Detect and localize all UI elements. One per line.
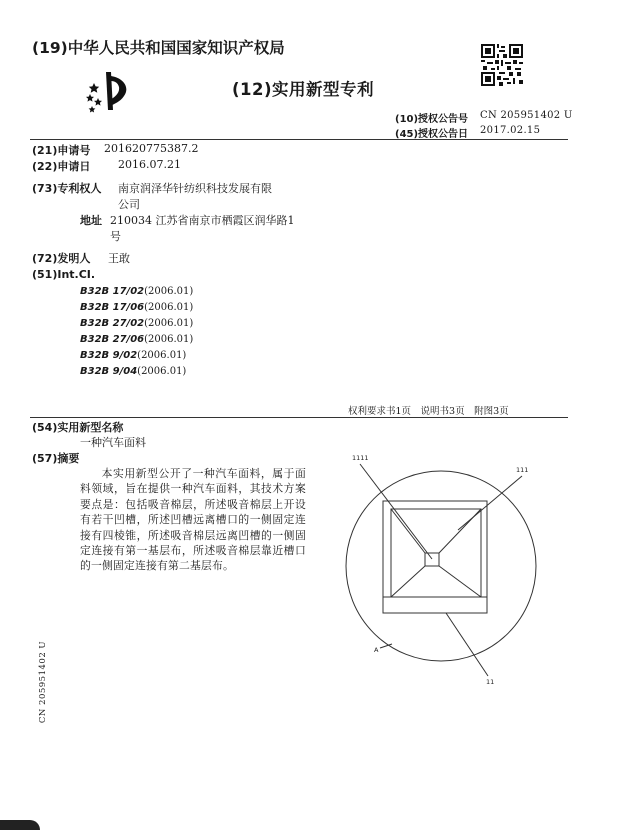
- filing-date: 2016.07.21: [118, 158, 181, 171]
- figure-base-layer: [383, 501, 487, 613]
- address: 210034 江苏省南京市栖霞区润华路1: [110, 214, 295, 227]
- cnipa-logo-icon: [84, 66, 138, 116]
- ipc-entry: B32B 17/02(2006.01): [80, 286, 194, 297]
- figure-pyramid-apex: [425, 553, 439, 566]
- header-divider: [30, 139, 568, 140]
- pub-date-label: (45)授权公告日: [395, 129, 469, 140]
- ipc-entry: B32B 27/06(2006.01): [80, 334, 194, 345]
- abstract-label: (57)摘要: [32, 452, 80, 465]
- figure-detail-circle: [346, 471, 536, 661]
- page-counts: 权利要求书1页 说明书3页 附图3页: [348, 406, 509, 417]
- app-no-label: (21)申请号: [32, 144, 91, 157]
- figure-label-1111: 1111: [352, 454, 369, 462]
- title-label: (54)实用新型名称: [32, 421, 124, 434]
- figure-label-111: 111: [516, 466, 529, 474]
- abstract-figure: [330, 448, 570, 688]
- office-name: (19)中华人民共和国国家知识产权局: [32, 39, 285, 57]
- address-cont: 号: [110, 230, 121, 243]
- qr-code-icon: [481, 44, 523, 86]
- leader-1111: [360, 464, 432, 559]
- int-cl-label: (51)Int.CI.: [32, 268, 96, 281]
- patentee-name: 南京润泽华针纺织科技发展有限: [118, 182, 272, 195]
- inventor-label: (72)发明人: [32, 252, 91, 265]
- side-pub-number: CN 205951402 U: [38, 640, 48, 724]
- utility-model-title: 一种汽车面料: [80, 436, 146, 449]
- ipc-entry: B32B 27/02(2006.01): [80, 318, 194, 329]
- patentee-label: (73)专利权人: [32, 182, 102, 195]
- figure-label-a: A: [374, 646, 379, 654]
- pub-number-label: (10)授权公告号: [395, 114, 469, 125]
- pub-date: 2017.02.15: [480, 125, 541, 136]
- patentee-name-cont: 公司: [118, 198, 140, 211]
- address-label: 地址: [80, 214, 102, 227]
- abstract-text: 本实用新型公开了一种汽车面料，属于面料领域，旨在提供一种汽车面料，其技术方案要点是：包括吸音棉层，所述吸音棉层上开设有若干凹槽，所述凹槽远离槽口的一侧固定连接有四棱锥，所述吸音棉层远离凹槽的一侧固定连接有第一基层布，所述吸音棉层靠近槽口的一侧固定连接有第二基层布。: [80, 467, 306, 573]
- ipc-entry: B32B 9/04(2006.01): [80, 366, 187, 377]
- ipc-entry: B32B 9/02(2006.01): [80, 350, 187, 361]
- scan-shadow: [0, 820, 40, 830]
- document-type: (12)实用新型专利: [232, 80, 375, 99]
- filing-date-label: (22)申请日: [32, 160, 91, 173]
- pub-number: CN 205951402 U: [480, 110, 573, 121]
- leader-11: [446, 613, 488, 676]
- biblio-divider: [30, 417, 568, 418]
- ipc-entry: B32B 17/06(2006.01): [80, 302, 194, 313]
- figure-label-11: 11: [486, 678, 495, 686]
- app-no: 201620775387.2: [104, 142, 199, 155]
- inventor: 王敢: [108, 252, 130, 265]
